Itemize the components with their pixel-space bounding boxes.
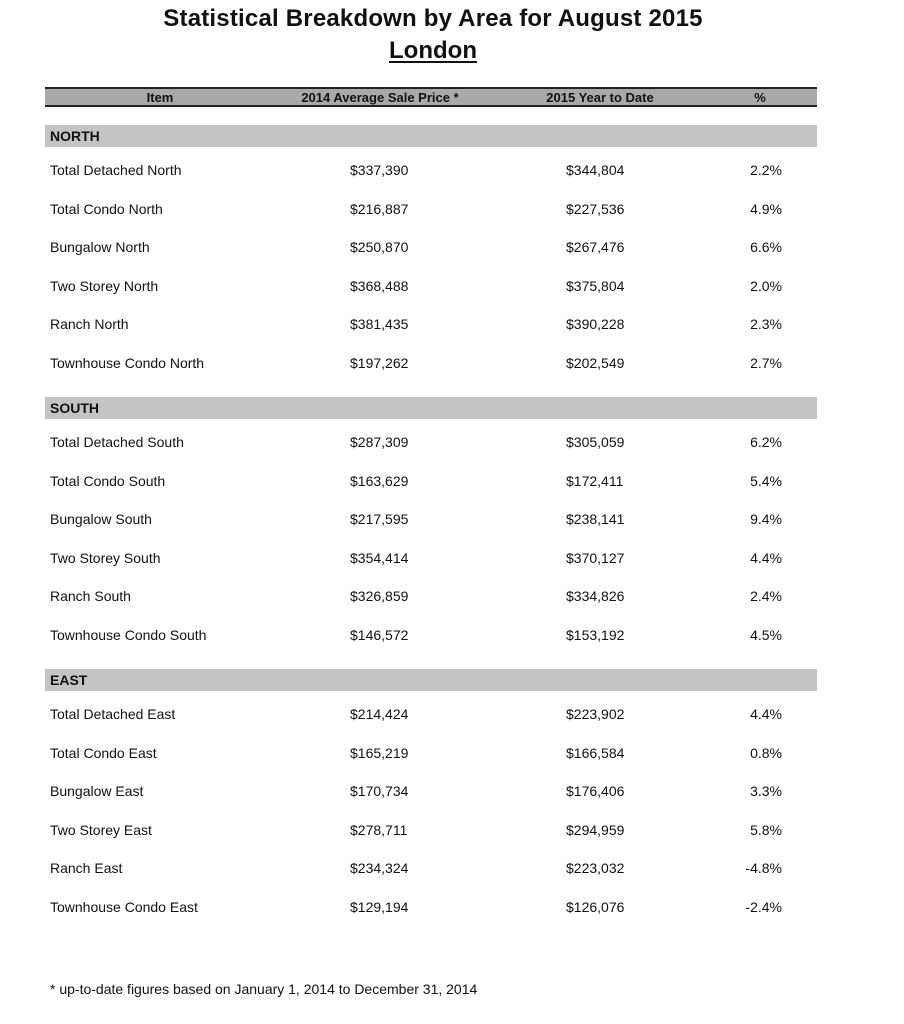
section-header-east: EAST (45, 669, 817, 691)
table-row (45, 432, 817, 452)
table-row (45, 781, 817, 801)
percent-change: -2.4% (745, 899, 782, 915)
item-name: Ranch North (50, 316, 129, 332)
ytd-2015: $267,476 (566, 239, 625, 255)
avg-price-2014: $337,390 (350, 162, 409, 178)
ytd-2015: $305,059 (566, 434, 625, 450)
percent-change: 2.3% (750, 316, 782, 332)
ytd-2015: $370,127 (566, 550, 625, 566)
ytd-2015: $334,826 (566, 588, 625, 604)
table-row (45, 353, 817, 373)
table-row (45, 704, 817, 724)
ytd-2015: $294,959 (566, 822, 625, 838)
item-name: Two Storey North (50, 278, 159, 294)
avg-price-2014: $368,488 (350, 278, 409, 294)
item-name: Townhouse Condo East (50, 899, 198, 915)
ytd-2015: $176,406 (566, 783, 625, 799)
percent-change: 4.5% (750, 627, 782, 643)
table-row (45, 314, 817, 334)
percent-change: 2.4% (750, 588, 782, 604)
ytd-2015: $126,076 (566, 899, 625, 915)
percent-change: -4.8% (745, 860, 782, 876)
table-row (45, 858, 817, 878)
table-row (45, 820, 817, 840)
ytd-2015: $223,032 (566, 860, 625, 876)
percent-change: 4.4% (750, 550, 782, 566)
header-item: Item (146, 90, 174, 105)
table-row (45, 548, 817, 568)
item-name: Total Detached South (50, 434, 184, 450)
header-2015-ytd: 2015 Year to Date (546, 90, 654, 105)
avg-price-2014: $214,424 (350, 706, 409, 722)
header-2014-price: 2014 Average Sale Price * (301, 90, 459, 105)
ytd-2015: $344,804 (566, 162, 625, 178)
percent-change: 2.0% (750, 278, 782, 294)
ytd-2015: $166,584 (566, 745, 625, 761)
item-name: Townhouse Condo North (50, 355, 205, 371)
avg-price-2014: $197,262 (350, 355, 409, 371)
item-name: Two Storey South (50, 550, 161, 566)
item-name: Total Detached North (50, 162, 182, 178)
city-name: London (389, 37, 477, 64)
ytd-2015: $153,192 (566, 627, 625, 643)
percent-change: 4.9% (750, 201, 782, 217)
percent-change: 9.4% (750, 511, 782, 527)
percent-change: 4.4% (750, 706, 782, 722)
avg-price-2014: $326,859 (350, 588, 409, 604)
table-row (45, 471, 817, 491)
table-row (45, 625, 817, 645)
avg-price-2014: $354,414 (350, 550, 409, 566)
item-name: Bungalow North (50, 239, 150, 255)
table-row (45, 897, 817, 917)
table-row (45, 160, 817, 180)
table-row (45, 276, 817, 296)
item-name: Ranch South (50, 588, 131, 604)
item-name: Bungalow South (50, 511, 152, 527)
avg-price-2014: $234,324 (350, 860, 409, 876)
page-subtitle (0, 37, 866, 65)
item-name: Ranch East (50, 860, 123, 876)
ytd-2015: $223,902 (566, 706, 625, 722)
percent-change: 3.3% (750, 783, 782, 799)
avg-price-2014: $163,629 (350, 473, 409, 489)
ytd-2015: $172,411 (566, 473, 624, 489)
percent-change: 5.4% (750, 473, 782, 489)
ytd-2015: $390,228 (566, 316, 625, 332)
item-name: Bungalow East (50, 783, 144, 799)
ytd-2015: $375,804 (566, 278, 625, 294)
table-row (45, 586, 817, 606)
percent-change: 6.2% (750, 434, 782, 450)
avg-price-2014: $170,734 (350, 783, 409, 799)
table-row (45, 199, 817, 219)
item-name: Two Storey East (50, 822, 152, 838)
avg-price-2014: $278,711 (350, 822, 408, 838)
percent-change: 2.7% (750, 355, 782, 371)
item-name: Total Detached East (50, 706, 176, 722)
item-name: Total Condo South (50, 473, 166, 489)
table-header (45, 87, 817, 107)
avg-price-2014: $381,435 (350, 316, 409, 332)
item-name: Townhouse Condo South (50, 627, 207, 643)
header-percent: % (754, 90, 766, 105)
footnote: * up-to-date figures based on January 1, 2014 to December 31, 2014 (50, 981, 478, 997)
item-name: Total Condo East (50, 745, 157, 761)
ytd-2015: $238,141 (566, 511, 625, 527)
percent-change: 6.6% (750, 239, 782, 255)
avg-price-2014: $146,572 (350, 627, 409, 643)
section-header-north: NORTH (45, 125, 817, 147)
table-row (45, 237, 817, 257)
item-name: Total Condo North (50, 201, 163, 217)
avg-price-2014: $216,887 (350, 201, 409, 217)
avg-price-2014: $250,870 (350, 239, 409, 255)
ytd-2015: $202,549 (566, 355, 625, 371)
ytd-2015: $227,536 (566, 201, 625, 217)
table-row (45, 743, 817, 763)
table-row (45, 509, 817, 529)
section-header-south: SOUTH (45, 397, 817, 419)
avg-price-2014: $129,194 (350, 899, 409, 915)
page-title: Statistical Breakdown by Area for August 2015 (163, 5, 703, 32)
avg-price-2014: $165,219 (350, 745, 409, 761)
avg-price-2014: $287,309 (350, 434, 409, 450)
avg-price-2014: $217,595 (350, 511, 409, 527)
percent-change: 0.8% (750, 745, 782, 761)
percent-change: 2.2% (750, 162, 782, 178)
percent-change: 5.8% (750, 822, 782, 838)
